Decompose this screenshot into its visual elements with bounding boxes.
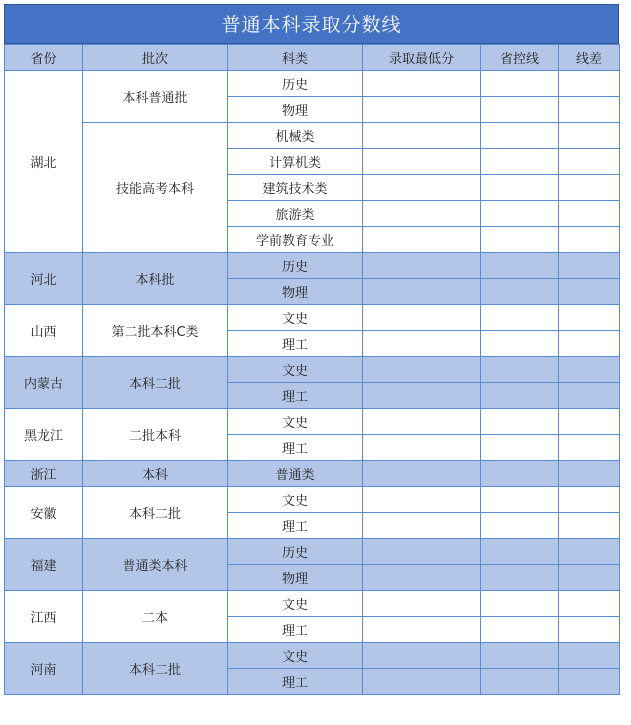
min-score-cell[interactable] (363, 175, 481, 201)
table-row (5, 253, 620, 279)
score-table (4, 44, 620, 695)
control-line-cell[interactable] (481, 357, 559, 383)
table-row (5, 409, 620, 435)
table-row (5, 539, 620, 565)
control-line-cell[interactable] (481, 591, 559, 617)
control-line-cell[interactable] (481, 513, 559, 539)
province-cell[interactable]: 内蒙古 (5, 357, 83, 409)
line-diff-cell[interactable] (559, 305, 620, 331)
subject-cell[interactable]: 机械类 (228, 123, 363, 149)
line-diff-cell[interactable] (559, 643, 620, 669)
control-line-cell[interactable] (481, 279, 559, 305)
min-score-cell[interactable] (363, 435, 481, 461)
min-score-cell[interactable] (363, 149, 481, 175)
control-line-cell[interactable] (481, 71, 559, 97)
table-row (5, 305, 620, 331)
batch-cell[interactable]: 本科普通批 (83, 71, 228, 123)
control-line-cell[interactable] (481, 97, 559, 123)
table-row (5, 357, 620, 383)
province-cell[interactable]: 江西 (5, 591, 83, 643)
control-line-cell[interactable] (481, 565, 559, 591)
control-line-cell[interactable] (481, 643, 559, 669)
line-diff-cell[interactable] (559, 409, 620, 435)
province-cell[interactable]: 湖北 (5, 71, 83, 253)
subject-cell[interactable]: 物理 (228, 565, 363, 591)
min-score-cell[interactable] (363, 539, 481, 565)
subject-cell[interactable]: 物理 (228, 279, 363, 305)
control-line-cell[interactable] (481, 461, 559, 487)
header-row (5, 45, 620, 71)
batch-cell[interactable]: 二本 (83, 591, 228, 643)
min-score-cell[interactable] (363, 201, 481, 227)
province-cell[interactable]: 浙江 (5, 461, 83, 487)
line-diff-cell[interactable] (559, 591, 620, 617)
subject-cell[interactable]: 理工 (228, 513, 363, 539)
province-cell[interactable]: 山西 (5, 305, 83, 357)
min-score-cell[interactable] (363, 331, 481, 357)
min-score-cell[interactable] (363, 227, 481, 253)
min-score-cell[interactable] (363, 123, 481, 149)
batch-cell[interactable]: 本科 (83, 461, 228, 487)
batch-cell[interactable]: 本科二批 (83, 487, 228, 539)
subject-cell[interactable]: 理工 (228, 617, 363, 643)
line-diff-cell[interactable] (559, 253, 620, 279)
header-min-score[interactable]: 录取最低分 (363, 45, 481, 71)
min-score-cell[interactable] (363, 71, 481, 97)
subject-cell[interactable]: 理工 (228, 331, 363, 357)
subject-cell[interactable]: 历史 (228, 253, 363, 279)
control-line-cell[interactable] (481, 149, 559, 175)
batch-cell[interactable]: 普通类本科 (83, 539, 228, 591)
batch-cell[interactable]: 二批本科 (83, 409, 228, 461)
subject-cell[interactable]: 普通类 (228, 461, 363, 487)
line-diff-cell[interactable] (559, 383, 620, 409)
table-row (5, 461, 620, 487)
line-diff-cell[interactable] (559, 357, 620, 383)
table-row (5, 487, 620, 513)
control-line-cell[interactable] (481, 383, 559, 409)
min-score-cell[interactable] (363, 669, 481, 695)
min-score-cell[interactable] (363, 591, 481, 617)
subject-cell[interactable]: 文史 (228, 487, 363, 513)
line-diff-cell[interactable] (559, 331, 620, 357)
min-score-cell[interactable] (363, 513, 481, 539)
subject-cell[interactable]: 文史 (228, 357, 363, 383)
subject-cell[interactable]: 历史 (228, 71, 363, 97)
subject-cell[interactable]: 学前教育专业 (228, 227, 363, 253)
line-diff-cell[interactable] (559, 461, 620, 487)
province-cell[interactable]: 福建 (5, 539, 83, 591)
control-line-cell[interactable] (481, 539, 559, 565)
subject-cell[interactable]: 计算机类 (228, 149, 363, 175)
line-diff-cell[interactable] (559, 487, 620, 513)
control-line-cell[interactable] (481, 669, 559, 695)
header-control-line[interactable]: 省控线 (481, 45, 559, 71)
min-score-cell[interactable] (363, 253, 481, 279)
control-line-cell[interactable] (481, 253, 559, 279)
province-cell[interactable]: 河南 (5, 643, 83, 695)
subject-cell[interactable]: 旅游类 (228, 201, 363, 227)
line-diff-cell[interactable] (559, 513, 620, 539)
header-province[interactable]: 省份 (5, 45, 83, 71)
control-line-cell[interactable] (481, 201, 559, 227)
control-line-cell[interactable] (481, 175, 559, 201)
min-score-cell[interactable] (363, 643, 481, 669)
line-diff-cell[interactable] (559, 97, 620, 123)
subject-cell[interactable]: 建筑技术类 (228, 175, 363, 201)
line-diff-cell[interactable] (559, 149, 620, 175)
batch-cell[interactable]: 本科二批 (83, 357, 228, 409)
table-row (5, 123, 620, 149)
line-diff-cell[interactable] (559, 617, 620, 643)
control-line-cell[interactable] (481, 305, 559, 331)
line-diff-cell[interactable] (559, 435, 620, 461)
min-score-cell[interactable] (363, 279, 481, 305)
line-diff-cell[interactable] (559, 175, 620, 201)
subject-cell[interactable]: 文史 (228, 643, 363, 669)
header-line-diff[interactable]: 线差 (559, 45, 620, 71)
control-line-cell[interactable] (481, 123, 559, 149)
line-diff-cell[interactable] (559, 201, 620, 227)
spreadsheet (4, 4, 619, 695)
subject-cell[interactable]: 文史 (228, 409, 363, 435)
subject-cell[interactable]: 理工 (228, 435, 363, 461)
table-row (5, 591, 620, 617)
line-diff-cell[interactable] (559, 227, 620, 253)
table-row (5, 643, 620, 669)
line-diff-cell[interactable] (559, 539, 620, 565)
header-subject[interactable]: 科类 (228, 45, 363, 71)
min-score-cell[interactable] (363, 461, 481, 487)
control-line-cell[interactable] (481, 487, 559, 513)
subject-cell[interactable]: 文史 (228, 305, 363, 331)
min-score-cell[interactable] (363, 565, 481, 591)
min-score-cell[interactable] (363, 97, 481, 123)
line-diff-cell[interactable] (559, 71, 620, 97)
subject-cell[interactable]: 历史 (228, 539, 363, 565)
min-score-cell[interactable] (363, 409, 481, 435)
batch-cell[interactable]: 本科批 (83, 253, 228, 305)
min-score-cell[interactable] (363, 617, 481, 643)
line-diff-cell[interactable] (559, 123, 620, 149)
line-diff-cell[interactable] (559, 669, 620, 695)
control-line-cell[interactable] (481, 617, 559, 643)
control-line-cell[interactable] (481, 409, 559, 435)
header-batch[interactable]: 批次 (83, 45, 228, 71)
line-diff-cell[interactable] (559, 565, 620, 591)
batch-cell[interactable]: 技能高考本科 (83, 123, 228, 253)
min-score-cell[interactable] (363, 357, 481, 383)
province-cell[interactable]: 安徽 (5, 487, 83, 539)
subject-cell[interactable]: 物理 (228, 97, 363, 123)
min-score-cell[interactable] (363, 383, 481, 409)
table-row (5, 71, 620, 97)
sheet-title: 普通本科录取分数线 (4, 4, 619, 44)
control-line-cell[interactable] (481, 435, 559, 461)
subject-cell[interactable]: 理工 (228, 669, 363, 695)
subject-cell[interactable]: 文史 (228, 591, 363, 617)
min-score-cell[interactable] (363, 487, 481, 513)
control-line-cell[interactable] (481, 331, 559, 357)
subject-cell[interactable]: 理工 (228, 383, 363, 409)
line-diff-cell[interactable] (559, 279, 620, 305)
batch-cell[interactable]: 本科二批 (83, 643, 228, 695)
province-cell[interactable]: 黑龙江 (5, 409, 83, 461)
min-score-cell[interactable] (363, 305, 481, 331)
batch-cell[interactable]: 第二批本科C类 (83, 305, 228, 357)
control-line-cell[interactable] (481, 227, 559, 253)
province-cell[interactable]: 河北 (5, 253, 83, 305)
